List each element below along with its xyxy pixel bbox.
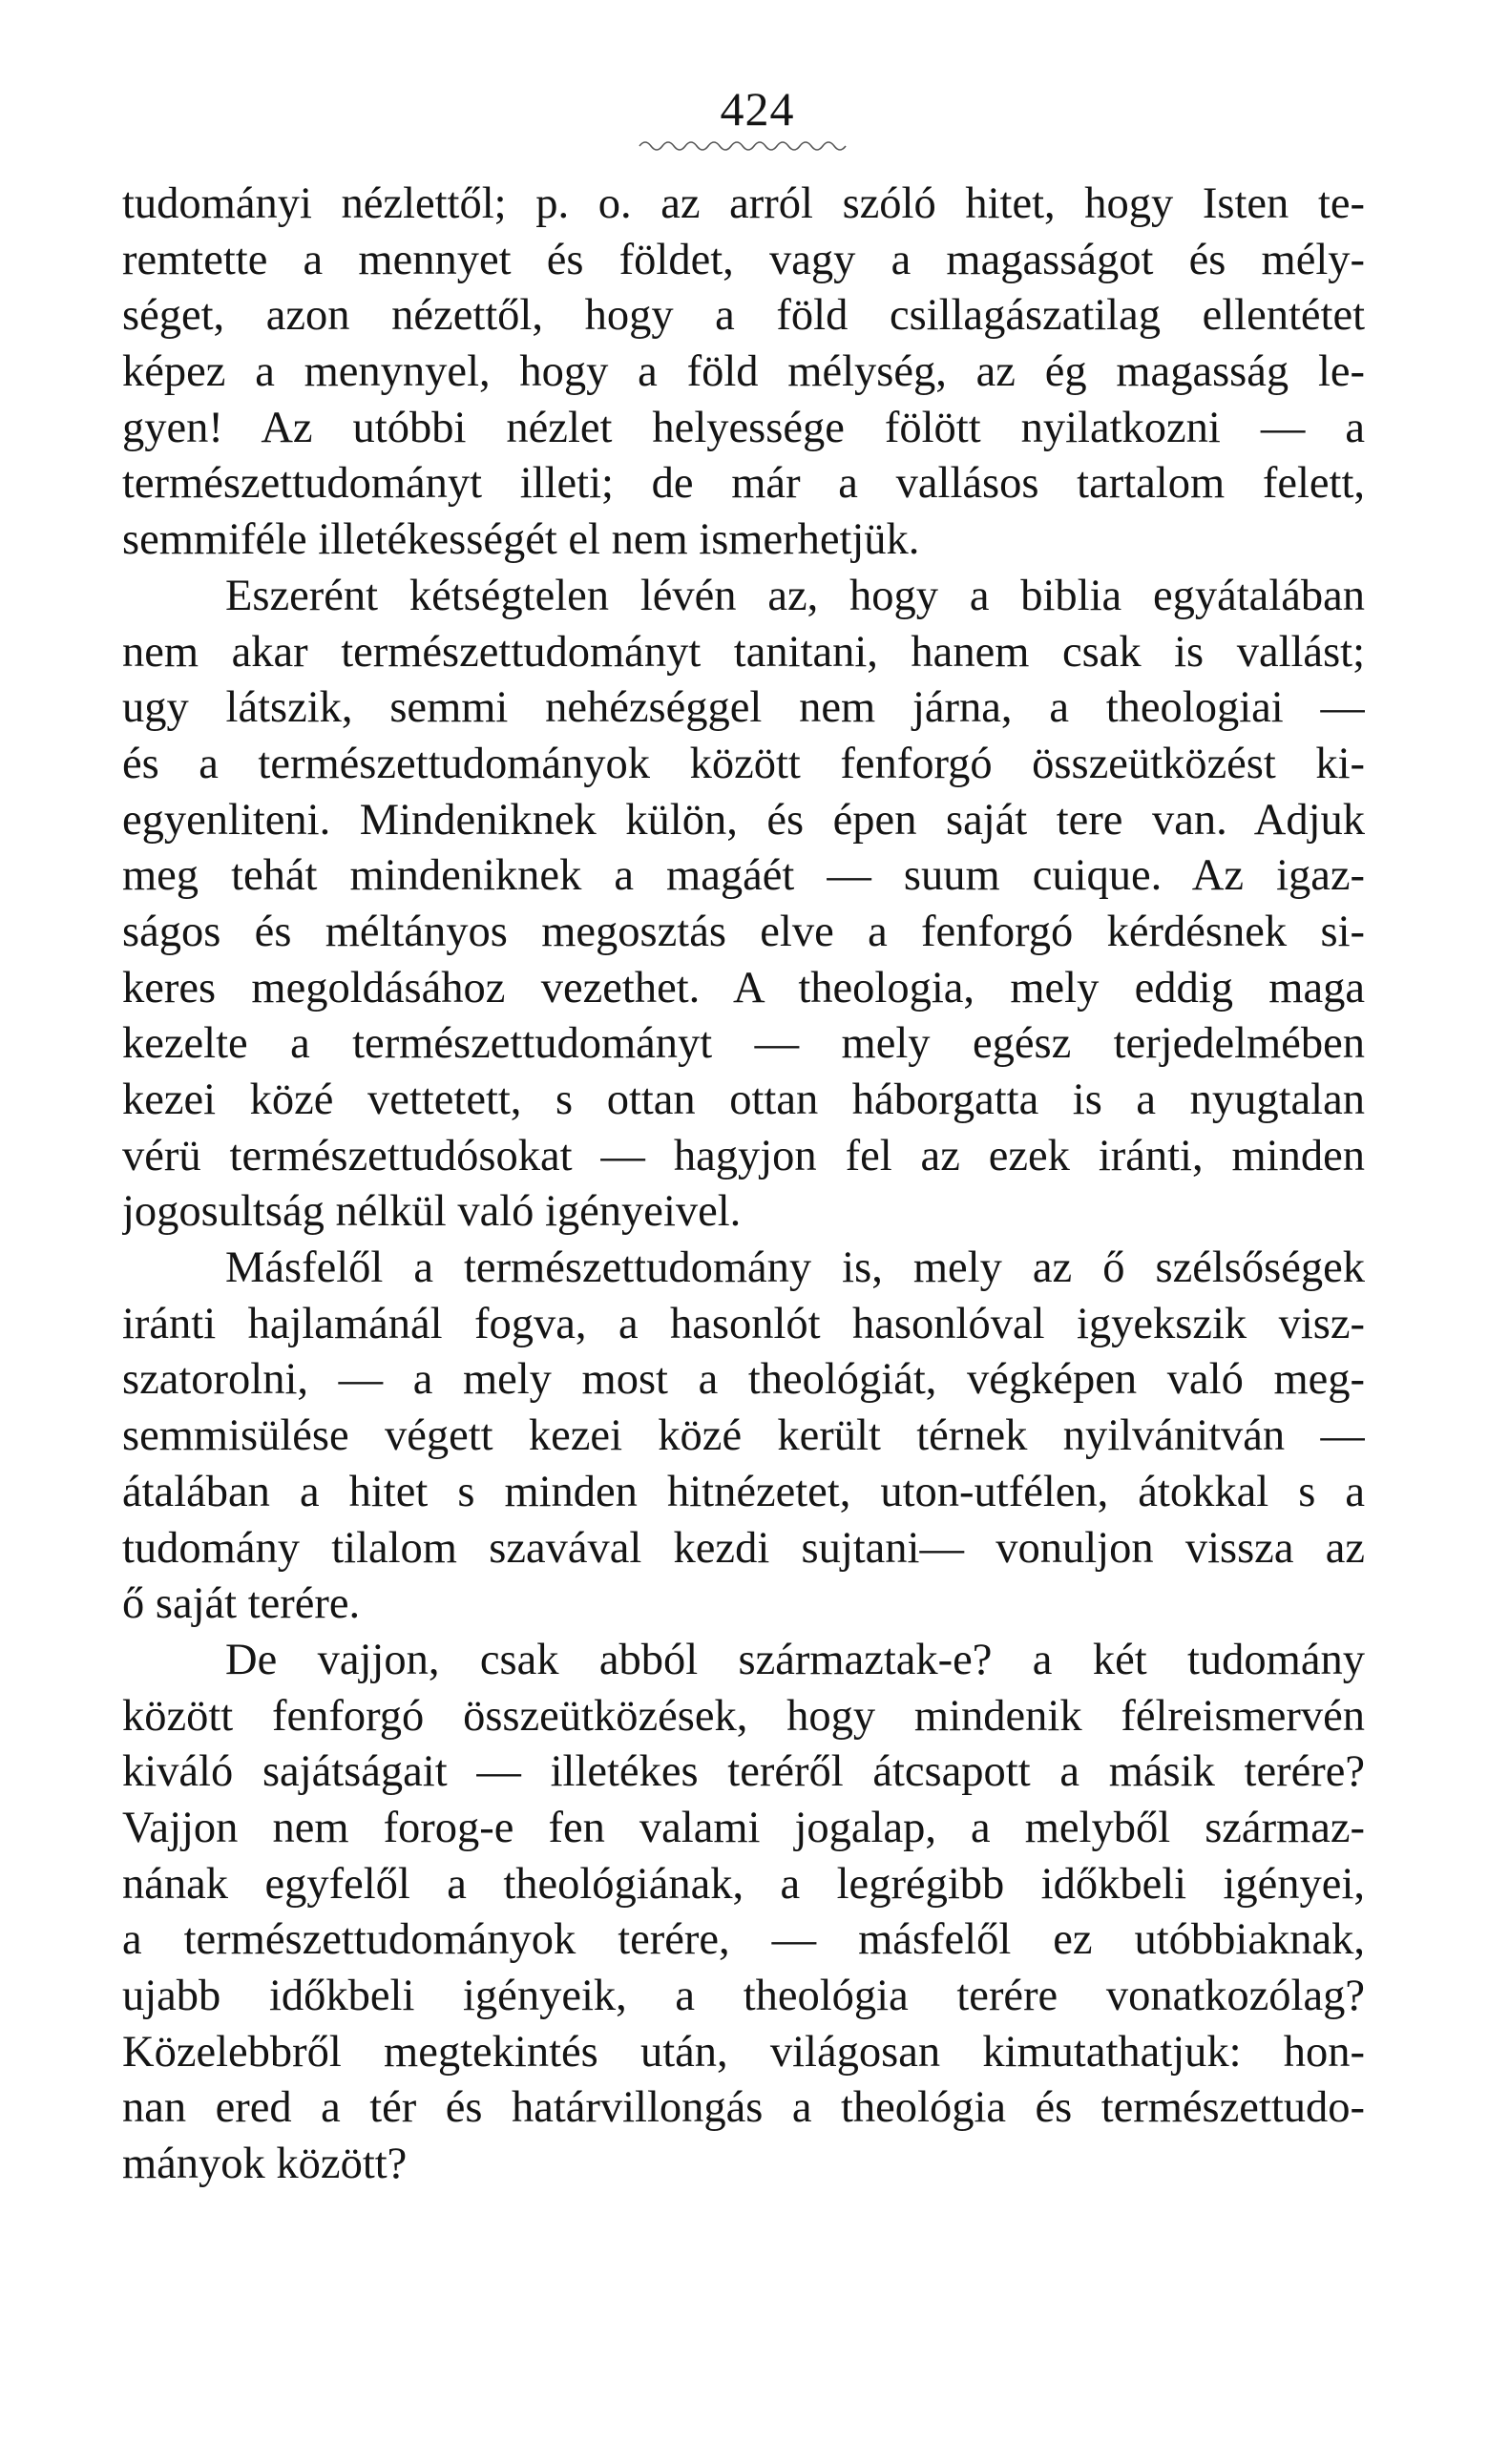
paragraph <box>122 177 1365 569</box>
text-line: jogosultság nélkül való igényeivel. <box>122 1187 742 1237</box>
text-line: tudományi nézlettől; p. o. az arról szóló hitet, hogy Isten te- <box>122 179 1365 228</box>
paragraph <box>122 569 1365 1241</box>
text-line: semmisülése végett kezei közé került térnek nyilvánitván — <box>122 1411 1365 1461</box>
page-number: 424 <box>720 82 795 136</box>
text-line: nem akar természettudományt tanitani, hanem csak is vallást; <box>122 627 1365 677</box>
text-line: nának egyfelől a theológiának, a legrégibb időkbeli igényei, <box>122 1859 1365 1909</box>
text-line: és a természettudományok között fenforgó összeütközést ki- <box>122 739 1365 788</box>
text-line: meg tehát mindeniknek a magáét — suum cuique. Az igaz- <box>122 851 1365 901</box>
text-line: remtette a mennyet és földet, vagy a magasságot és mély- <box>122 235 1365 284</box>
ornament-rule <box>638 136 848 153</box>
text-line: ő saját terére. <box>122 1579 361 1629</box>
paragraph <box>122 1633 1365 2193</box>
text-line: Másfelől a természettudomány is, mely az ő szélsőségek <box>225 1243 1365 1293</box>
text-line: szatorolni, — a mely most a theológiát, végképen való meg- <box>122 1355 1365 1405</box>
text-line: kiváló sajátságait — illetékes teréről átcsapott a másik terére? <box>122 1747 1365 1797</box>
text-line: ságos és méltányos megosztás elve a fenforgó kérdésnek si- <box>122 907 1365 956</box>
text-line: ujabb időkbeli igényeik, a theológia terére vonatkozólag? <box>122 1972 1365 2020</box>
text-line: Vajjon nem forog-e fen valami jogalap, a melyből származ- <box>122 1803 1365 1852</box>
paragraph <box>122 1241 1365 1633</box>
body-text <box>122 177 1365 2193</box>
text-line: nan ered a tér és határvillongás a theológia és természettudo- <box>122 2083 1365 2133</box>
text-line: között fenforgó összeütközések, hogy mindenik félreismervén <box>122 1691 1365 1741</box>
text-line: keres megoldásához vezethet. A theologia, mely eddig maga <box>122 963 1365 1013</box>
text-line: átalában a hitet s minden hitnézetet, uton-utfélen, átokkal s a <box>122 1467 1365 1516</box>
text-line: séget, azon nézettől, hogy a föld csillagászatilag ellentétet <box>122 291 1365 341</box>
text-line: gyen! Az utóbbi nézlet helyessége fölött nyilatkozni — a <box>122 403 1365 452</box>
text-line: kezei közé vettetett, s ottan ottan háborgatta is a nyugtalan <box>122 1075 1365 1124</box>
text-line: Közelebbről megtekintés után, világosan kimutathatjuk: hon- <box>122 2027 1365 2077</box>
text-line: Eszerént kétségtelen lévén az, hogy a biblia egyátalában <box>225 571 1365 620</box>
text-line: a természettudományok terére, — másfelől ez utóbbiaknak, <box>122 1915 1365 1965</box>
text-line: ugy látszik, semmi nehézséggel nem járna, a theologiai — <box>122 683 1365 733</box>
text-line: egyenliteni. Mindeniknek külön, és épen saját tere van. Adjuk <box>122 795 1365 845</box>
text-line: képez a menynyel, hogy a föld mélység, az ég magasság le- <box>122 347 1365 397</box>
text-line: mányok között? <box>122 2140 408 2189</box>
text-line: semmiféle illetékességét el nem ismerhetjük. <box>122 515 920 565</box>
text-line: iránti hajlamánál fogva, a hasonlót hasonlóval igyekszik visz- <box>122 1299 1365 1348</box>
text-line: kezelte a természettudományt — mely egész terjedelmében <box>122 1019 1365 1069</box>
text-line: De vajjon, csak abból származtak-e? a két tudomány <box>225 1635 1365 1684</box>
text-line: vérü természettudósokat — hagyjon fel az ezek iránti, minden <box>122 1131 1365 1180</box>
text-line: tudomány tilalom szavával kezdi sujtani— vonuljon vissza az <box>122 1523 1365 1573</box>
page-header <box>0 80 1488 137</box>
text-line: természettudományt illeti; de már a vallásos tartalom felett, <box>122 459 1365 509</box>
